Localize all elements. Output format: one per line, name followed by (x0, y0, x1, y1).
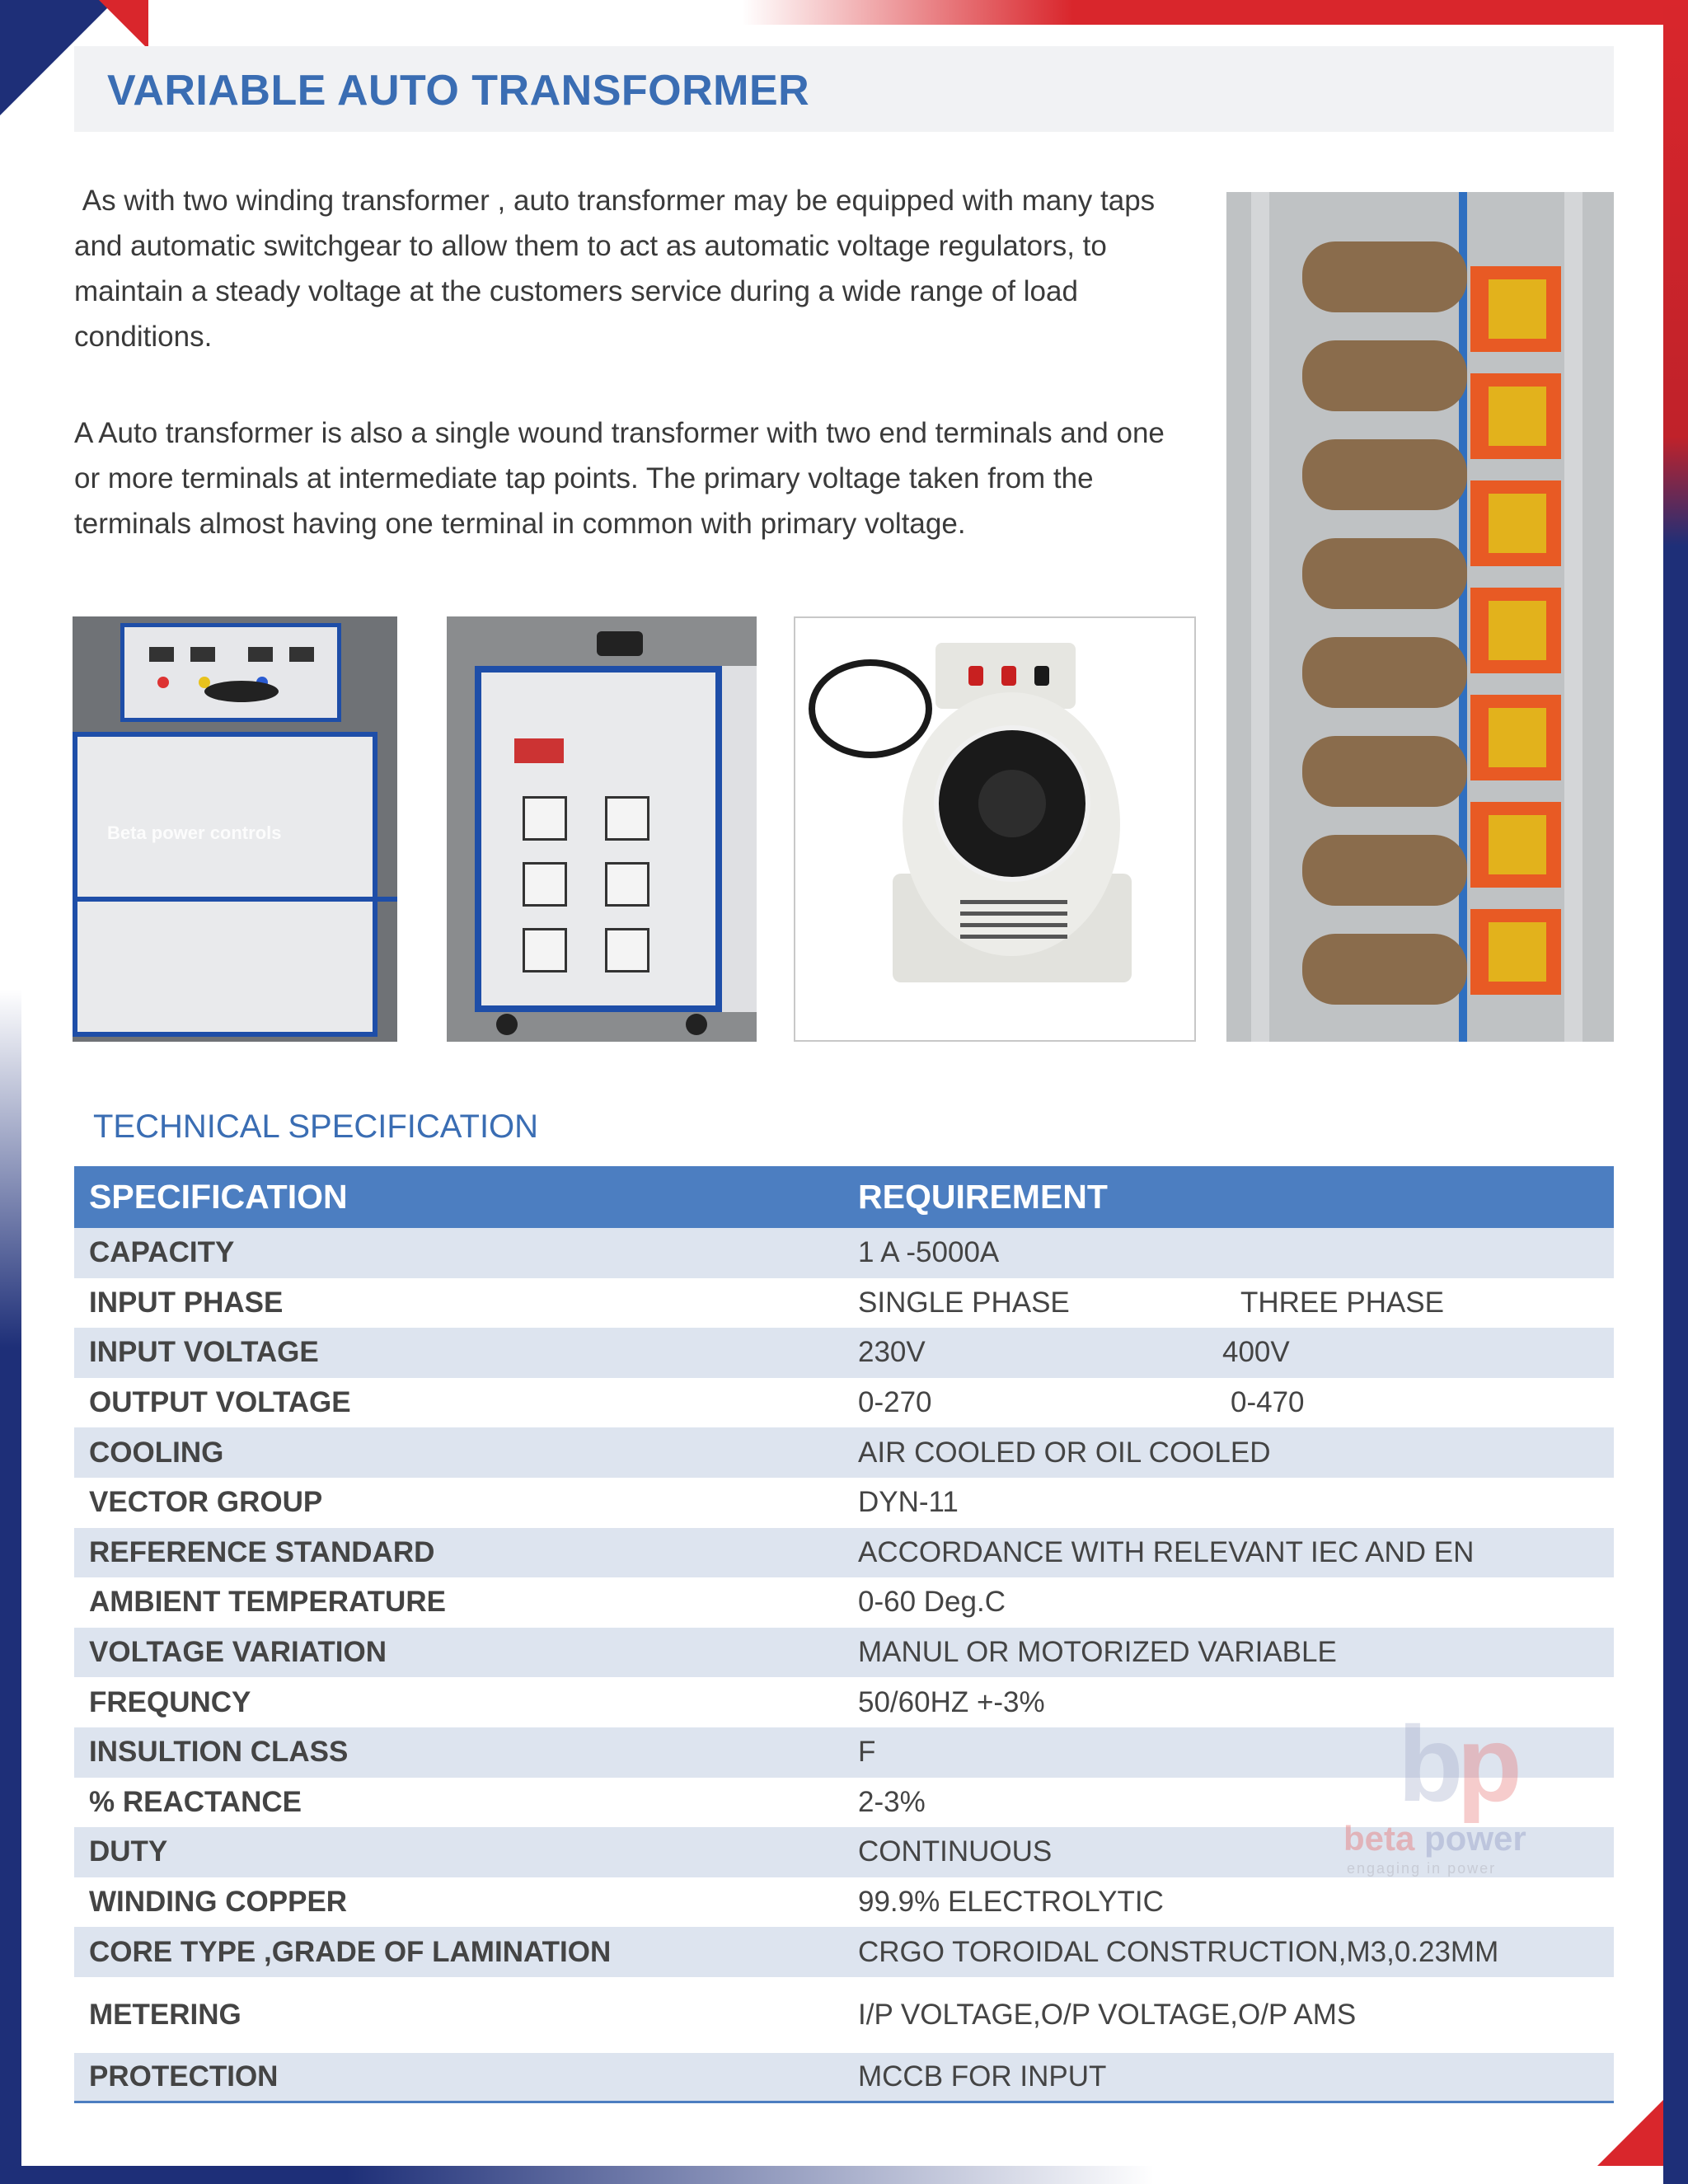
spec-value: I/P VOLTAGE,O/P VOLTAGE,O/P AMS (858, 1998, 1357, 2031)
indicator-lamp (157, 677, 169, 688)
right-border-stripe (1663, 0, 1688, 2184)
spec-value-single-phase: SINGLE PHASE (858, 1286, 1070, 1319)
spec-value: F (858, 1736, 876, 1769)
brush-assembly (1470, 266, 1561, 352)
vent-slot (960, 900, 1067, 904)
spec-label: INPUT PHASE (89, 1286, 284, 1319)
left-border-stripe (0, 989, 21, 2184)
spec-value: 2-3% (858, 1785, 926, 1818)
spec-value: ACCORDANCE WITH RELEVANT IEC AND EN (858, 1535, 1475, 1568)
brush-core (1489, 922, 1546, 982)
meter-display (190, 647, 215, 662)
brush-core (1489, 279, 1546, 339)
toroidal-coil (1302, 637, 1467, 708)
photo-meter-cabinet (447, 616, 757, 1042)
logo-name-power: power (1424, 1819, 1526, 1858)
rack-post (1251, 192, 1269, 1042)
spec-value-three-phase: 0-470 (1231, 1386, 1305, 1419)
logo-mark-b: b (1398, 1704, 1457, 1824)
brush-core (1489, 815, 1546, 874)
spec-value: 50/60HZ +-3% (858, 1685, 1045, 1718)
page-title: VARIABLE AUTO TRANSFORMER (107, 67, 810, 115)
spec-label: OUTPUT VOLTAGE (89, 1386, 351, 1419)
toroidal-coil (1302, 538, 1467, 609)
toroidal-coil (1302, 241, 1467, 312)
photo-variac (794, 616, 1196, 1042)
logo-mark (1398, 1702, 1516, 1825)
table-row (74, 1528, 1614, 1578)
table-row (74, 1427, 1614, 1478)
logo-name (1343, 1819, 1526, 1858)
vent-slot (960, 935, 1067, 939)
toroidal-coil (1302, 835, 1467, 906)
table-row (74, 1278, 1614, 1329)
column-header-requirement: REQUIREMENT (858, 1178, 1108, 1216)
photo-test-bench (73, 616, 397, 1042)
table-header-row (74, 1166, 1614, 1228)
meter-display (149, 647, 174, 662)
spec-label: CAPACITY (89, 1236, 235, 1269)
logo-name-beta: beta (1343, 1819, 1415, 1858)
analog-meter (523, 928, 567, 972)
spec-label: PROTECTION (89, 2060, 279, 2093)
toroidal-coil (1302, 736, 1467, 807)
spec-value: 99.9% ELECTROLYTIC (858, 1886, 1164, 1919)
toroidal-coil (1302, 439, 1467, 510)
intro-paragraph-2: A Auto transformer is also a single wound transformer with two end terminals and one or more terminals at intermediate tap points. The primary voltage taken from the terminals almost having one terminal in common with primary voltage. (74, 417, 1165, 540)
logo-tagline: engaging in power (1347, 1860, 1497, 1877)
brush-core (1489, 387, 1546, 446)
brush-core (1489, 708, 1546, 767)
spec-label: INSULTION CLASS (89, 1736, 349, 1769)
brush-assembly (1470, 588, 1561, 673)
cabinet-front (475, 666, 722, 1012)
column-header-specification: SPECIFICATION (89, 1178, 348, 1216)
table-row (74, 1378, 1614, 1428)
brush-core (1489, 494, 1546, 553)
toroidal-coil (1302, 934, 1467, 1005)
variac-dial (934, 725, 1090, 882)
spec-label: COOLING (89, 1436, 224, 1469)
handwheel (204, 681, 279, 702)
brush-assembly (1470, 480, 1561, 566)
analog-meter (523, 862, 567, 907)
caster-wheel (496, 1014, 518, 1035)
table-row (74, 1478, 1614, 1528)
spec-value-single-phase: 230V (858, 1336, 926, 1369)
analog-meter (605, 928, 649, 972)
logo-mark-p: p (1456, 1704, 1516, 1824)
bottom-border-stripe (0, 2166, 1154, 2184)
spec-value: 0-60 Deg.C (858, 1586, 1006, 1619)
terminal-black (1034, 666, 1049, 686)
spec-value-single-phase: 0-270 (858, 1386, 932, 1419)
brush-assembly (1470, 373, 1561, 459)
table-row (74, 1628, 1614, 1678)
brush-assembly (1470, 802, 1561, 888)
terminal-red (968, 666, 983, 686)
photo-toroidal-stack (1226, 192, 1614, 1042)
brush-core (1489, 601, 1546, 660)
spec-value-three-phase: THREE PHASE (1240, 1286, 1444, 1319)
title-bar (74, 46, 1614, 132)
cabinet-divider (73, 897, 397, 902)
spec-value: 1 A -5000A (858, 1236, 1000, 1269)
intro-paragraph-1: As with two winding transformer , auto transformer may be equipped with many taps and automatic switchgear to allow them to act as automatic voltage regulators, to maintain a steady voltage at the customers service during a wide range of load conditions. (74, 185, 1163, 353)
spec-label: WINDING COPPER (89, 1886, 348, 1919)
blue-rail (1459, 192, 1467, 1042)
spec-value: AIR COOLED OR OIL COOLED (858, 1436, 1271, 1469)
table-row (74, 1228, 1614, 1278)
top-border-stripe (742, 0, 1688, 25)
power-cord (809, 659, 932, 758)
spec-value: CONTINUOUS (858, 1835, 1053, 1868)
spec-table (74, 1166, 1614, 2103)
spec-value: MCCB FOR INPUT (858, 2060, 1107, 2093)
photo-watermark: Beta power controls (107, 823, 282, 843)
vent-slot (960, 923, 1067, 927)
spec-label: CORE TYPE ,GRADE OF LAMINATION (89, 1935, 612, 1968)
meter-display (289, 647, 314, 662)
spec-label: METERING (89, 1998, 241, 2031)
corner-decoration-bottom-right (1597, 2100, 1663, 2166)
table-row (74, 1577, 1614, 1628)
vent-slot (960, 912, 1067, 916)
toroidal-coil (1302, 340, 1467, 411)
spec-label: INPUT VOLTAGE (89, 1336, 319, 1369)
spec-label: FREQUNCY (89, 1685, 251, 1718)
table-row (74, 1927, 1614, 1977)
terminal-red (1001, 666, 1016, 686)
cabinet-body (73, 732, 377, 1037)
table-row (74, 1977, 1614, 2053)
analog-meter (523, 796, 567, 841)
spec-section-heading: TECHNICAL SPECIFICATION (93, 1108, 539, 1145)
caster-wheel (686, 1014, 707, 1035)
spec-label: VECTOR GROUP (89, 1486, 323, 1519)
spec-value: MANUL OR MOTORIZED VARIABLE (858, 1636, 1337, 1669)
analog-meter (605, 796, 649, 841)
spec-value-three-phase: 400V (1222, 1336, 1290, 1369)
switch-panel (514, 738, 564, 763)
spec-value: CRGO TOROIDAL CONSTRUCTION,M3,0.23MM (858, 1935, 1499, 1968)
cabinet-side (722, 666, 757, 1012)
rack-post (1564, 192, 1582, 1042)
brush-assembly (1470, 695, 1561, 780)
dial-knob (978, 770, 1046, 837)
control-panel (120, 623, 341, 722)
regulator-knob (597, 631, 643, 656)
spec-value: DYN-11 (858, 1486, 959, 1519)
meter-display (248, 647, 273, 662)
brush-assembly (1470, 909, 1561, 995)
spec-label: % REACTANCE (89, 1785, 302, 1818)
spec-label: DUTY (89, 1835, 168, 1868)
analog-meter (605, 862, 649, 907)
corner-decoration-red (99, 0, 148, 49)
brand-logo-watermark (1343, 1702, 1558, 1887)
spec-label: AMBIENT TEMPERATURE (89, 1586, 446, 1619)
spec-label: VOLTAGE VARIATION (89, 1636, 387, 1669)
table-row (74, 1328, 1614, 1378)
spec-label: REFERENCE STANDARD (89, 1535, 435, 1568)
table-row (74, 2053, 1614, 2103)
